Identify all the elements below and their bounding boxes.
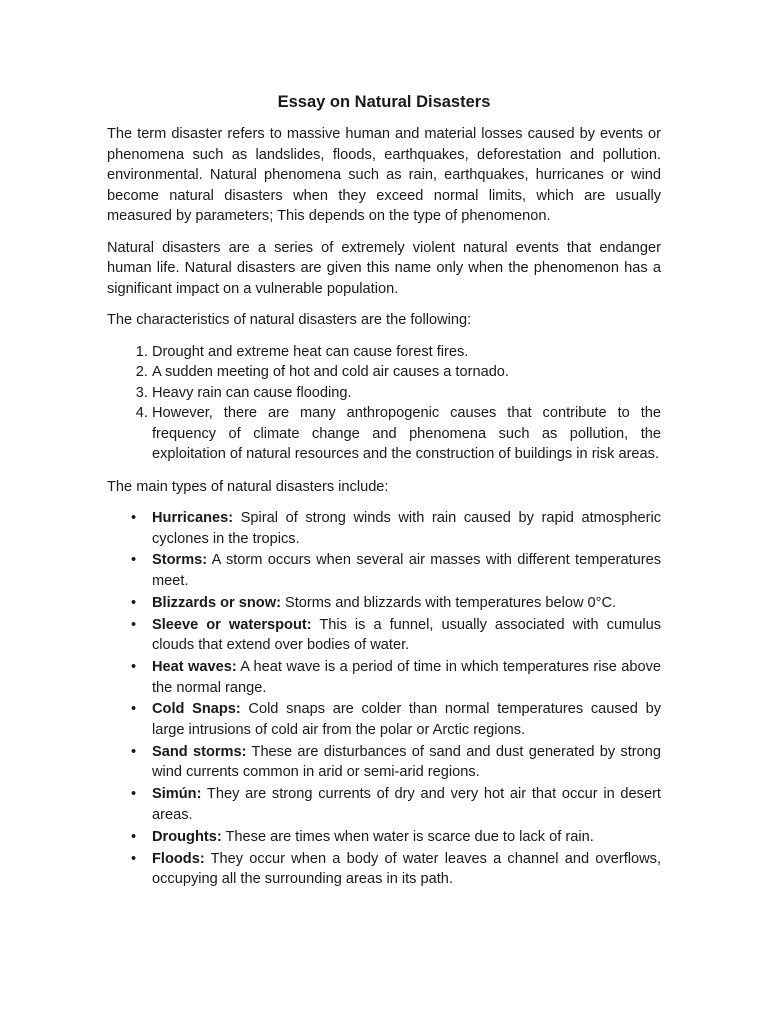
bullet-icon: •	[131, 701, 137, 718]
list-item	[131, 550, 661, 591]
document-title: Essay on Natural Disasters	[277, 93, 491, 111]
bullet-icon: •	[131, 828, 137, 845]
bullet-icon: •	[131, 510, 137, 526]
term-description: They occur when a body of water leaves a channel and overflows, occupying all the surrounding areas in its path.	[152, 850, 661, 888]
term-label: Heat waves:	[152, 659, 237, 676]
list-item	[131, 699, 661, 740]
term-label: Floods:	[152, 850, 205, 867]
term-description: Spiral of strong winds with rain caused by rapid atmospheric cyclones in the tropics.	[152, 510, 661, 547]
term-description: Cold snaps are colder than normal temperatures caused by large intrusions of cold air from the polar or Arctic regions.	[152, 701, 661, 738]
disaster-types-list	[107, 508, 661, 890]
list-item	[131, 742, 661, 783]
bullet-icon: •	[131, 659, 137, 676]
list-item: 4. However, there are many anthropogenic causes that contribute to the frequency of climate change and phenomena such as pollution, the exploitation of natural resources and the construction of buildings in risk areas.	[152, 403, 661, 465]
list-item	[131, 784, 661, 825]
list-item	[131, 593, 661, 614]
term-description: This is a funnel, usually associated with cumulus clouds that extend over bodies of water.	[152, 616, 661, 654]
list-item: 2. A sudden meeting of hot and cold air causes a tornado.	[152, 362, 661, 383]
bullet-icon: •	[131, 850, 137, 867]
term-description: They are strong currents of dry and very hot air that occur in desert areas.	[152, 786, 661, 823]
list-item	[131, 615, 661, 656]
term-description: A storm occurs when several air masses with different temperatures meet.	[152, 552, 661, 589]
term-label: Sand storms:	[152, 743, 247, 760]
characteristics-intro: The characteristics of natural disasters are the following:	[107, 312, 472, 328]
bullet-icon: •	[131, 786, 137, 803]
list-item: 1. Drought and extreme heat can cause forest fires.	[152, 342, 661, 363]
term-description: These are times when water is scarce due to lack of rain.	[221, 828, 594, 845]
list-item	[131, 508, 661, 549]
term-description: These are disturbances of sand and dust generated by strong wind currents common in arid or semi-arid regions.	[152, 743, 661, 781]
term-label: Storms:	[152, 552, 208, 569]
intro-paragraph: The term disaster refers to massive human and material losses caused by events or phenomena such as landslides, floods, earthquakes, deforestation and pollution. environmental. Natural phenomena such as rain, earthquakes, hurricanes or wind become natural disasters when they exceed normal limits, which are usually measured by parameters; This depends on the type of phenomenon.	[107, 126, 661, 224]
definition-paragraph: Natural disasters are a series of extremely violent natural events that endanger human life. Natural disasters are given this name only when the phenomenon has a significant impact on a vulnerable population.	[107, 239, 661, 297]
list-item	[131, 657, 661, 698]
bullet-icon: •	[131, 616, 137, 633]
term-description: A heat wave is a period of time in which temperatures rise above the normal range.	[152, 659, 661, 696]
bullet-icon: •	[131, 594, 137, 611]
bullet-icon: •	[131, 552, 137, 569]
list-item	[131, 849, 661, 890]
term-label: Droughts:	[152, 828, 222, 845]
term-label: Hurricanes:	[152, 510, 234, 526]
term-description: Storms and blizzards with temperatures below 0°C.	[280, 594, 617, 611]
term-label: Sleeve or waterspout:	[152, 616, 312, 633]
characteristics-list	[107, 342, 661, 465]
list-item	[131, 827, 661, 848]
term-label: Blizzards or snow:	[152, 594, 281, 611]
term-label: Simún:	[152, 786, 202, 803]
term-label: Cold Snaps:	[152, 701, 241, 718]
list-item: 3. Heavy rain can cause flooding.	[152, 383, 661, 404]
types-intro: The main types of natural disasters include:	[107, 478, 389, 495]
bullet-icon: •	[131, 743, 137, 760]
